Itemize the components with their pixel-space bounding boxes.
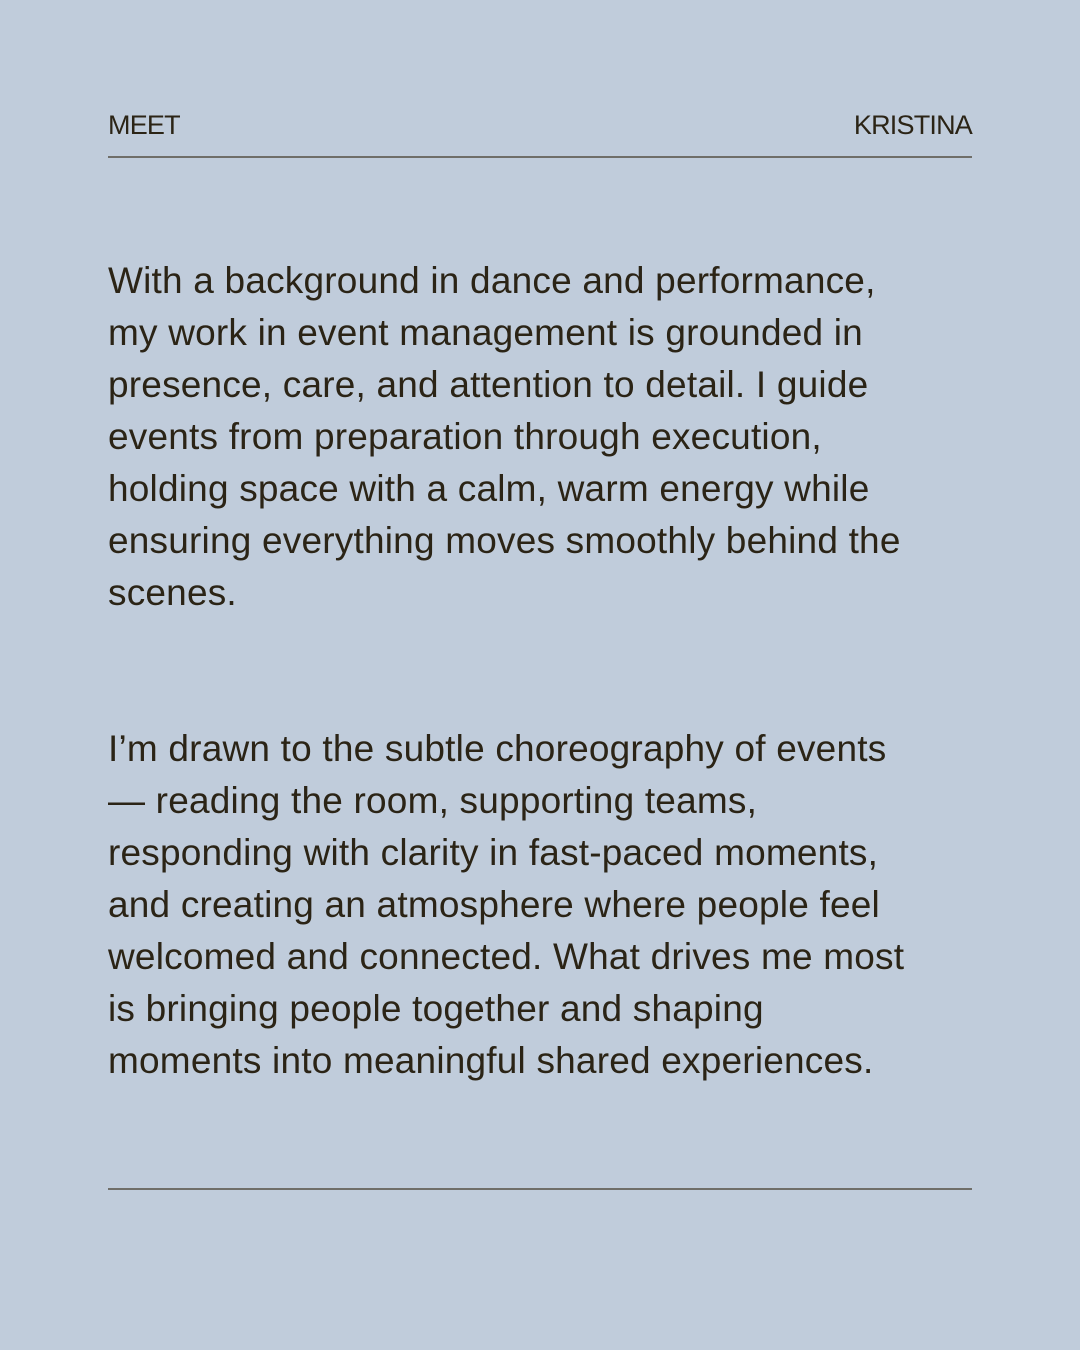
bio-paragraph-1: With a background in dance and performance, my work in event management is grounded in presence, care, and attention to detail. I guide events from preparation through execution, holding space with a calm, warm energy while ensuring everything moves smoothly behind the scenes. [108, 260, 901, 613]
header [108, 108, 972, 142]
bio-paragraph-2: I’m drawn to the subtle choreography of events — reading the room, supporting teams, responding with clarity in fast-paced moments, and creating an atmosphere where people feel welcomed and connected. What drives me most is bringing people together and shaping moments into meaningful shared experiences. [108, 728, 905, 1081]
header-name-label: KRISTINA [853, 110, 972, 140]
top-divider [108, 156, 972, 158]
bottom-divider [108, 1188, 972, 1190]
header-meet-label: MEET [108, 110, 180, 140]
